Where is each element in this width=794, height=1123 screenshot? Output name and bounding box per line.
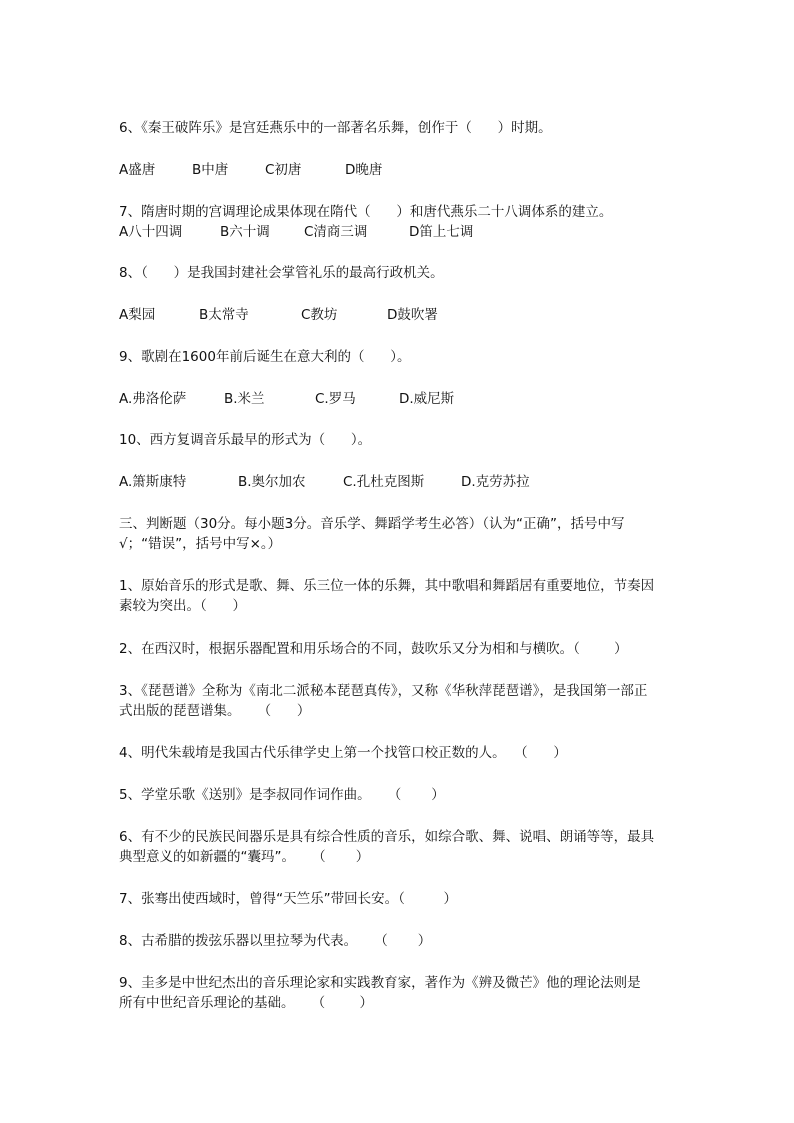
judgment-3: 3、《琵琶谱》全称为《南北二派秘本琵琶真传》，又称《华秋萍琵琶谱》，是我国第一部正 [119, 683, 648, 699]
option-c: C.罗马 [315, 391, 356, 407]
option-a: A盛唐 [119, 162, 156, 178]
question-7-options [119, 223, 499, 241]
judgment-9: 9、圭多是中世纪杰出的音乐理论家和实践教育家，著作为《辨及微芒》他的理论法则是 [119, 975, 641, 991]
question-8-options [119, 306, 459, 324]
option-c: C清商三调 [304, 224, 368, 240]
section-3-heading-cont: √；“错误”，括号中写×。） [119, 536, 282, 552]
judgment-6: 6、有不少的民族民间器乐是具有综合性质的音乐，如综合歌、舞、说唱、朗诵等等，最具 [119, 829, 655, 845]
judgment-4: 4、明代朱载堉是我国古代乐律学史上第一个找管口校正数的人。 （ ） [119, 745, 567, 761]
question-6-options [119, 161, 419, 179]
option-b: B太常寺 [199, 307, 249, 323]
option-d: D鼓吹署 [387, 307, 438, 323]
option-c: C教坊 [301, 307, 338, 323]
question-7-stem: 7、隋唐时期的宫调理论成果体现在隋代（ ）和唐代燕乐二十八调体系的建立。 [119, 204, 613, 220]
question-8-stem: 8、（ ）是我国封建社会掌管礼乐的最高行政机关。 [119, 265, 444, 281]
option-c: C初唐 [265, 162, 302, 178]
question-10-stem: 10、西方复调音乐最早的形式为（ ）。 [119, 432, 372, 448]
judgment-1-cont: 素较为突出。（ ） [119, 598, 246, 614]
option-b: B六十调 [220, 224, 270, 240]
option-a: A.箫斯康特 [119, 474, 187, 490]
option-b: B中唐 [192, 162, 229, 178]
option-d: D晚唐 [345, 162, 383, 178]
judgment-6-cont: 典型意义的如新疆的“囊玛”。 （ ） [119, 849, 370, 865]
judgment-1: 1、原始音乐的形式是歌、舞、乐三位一体的乐舞，其中歌唱和舞蹈居有重要地位，节奏因 [119, 578, 655, 594]
option-d: D笛上七调 [409, 224, 474, 240]
option-a: A梨园 [119, 307, 156, 323]
judgment-8: 8、古希腊的拨弦乐器以里拉琴为代表。 （ ） [119, 933, 432, 949]
option-d: D.克劳苏拉 [461, 474, 530, 490]
judgment-9-cont: 所有中世纪音乐理论的基础。 （ ） [119, 995, 373, 1011]
section-3-heading: 三、判断题（30分。每小题3分。音乐学、舞蹈学考生必答）（认为“正确”，括号中写 [119, 516, 625, 532]
judgment-5: 5、学堂乐歌《送别》是李叔同作词作曲。 （ ） [119, 787, 445, 803]
option-b: B.米兰 [224, 391, 265, 407]
option-c: C.孔杜克图斯 [343, 474, 425, 490]
option-a: A.弗洛伦萨 [119, 391, 187, 407]
option-d: D.威尼斯 [399, 391, 455, 407]
judgment-3-cont: 式出版的琵琶谱集。 （ ） [119, 703, 311, 719]
judgment-2: 2、在西汉时，根据乐器配置和用乐场合的不同，鼓吹乐又分为相和与横吹。（ ） [119, 641, 628, 657]
question-6-stem: 6、《秦王破阵乐》是宫廷燕乐中的一部著名乐舞，创作于（ ）时期。 [119, 120, 552, 136]
option-a: A八十四调 [119, 224, 183, 240]
question-9-options [119, 390, 479, 408]
question-10-options [119, 473, 559, 491]
option-b: B.奥尔加农 [238, 474, 306, 490]
judgment-7: 7、张骞出使西域时，曾得“天竺乐”带回长安。（ ） [119, 891, 457, 907]
question-9-stem: 9、歌剧在1600年前后诞生在意大利的（ ）。 [119, 349, 411, 365]
